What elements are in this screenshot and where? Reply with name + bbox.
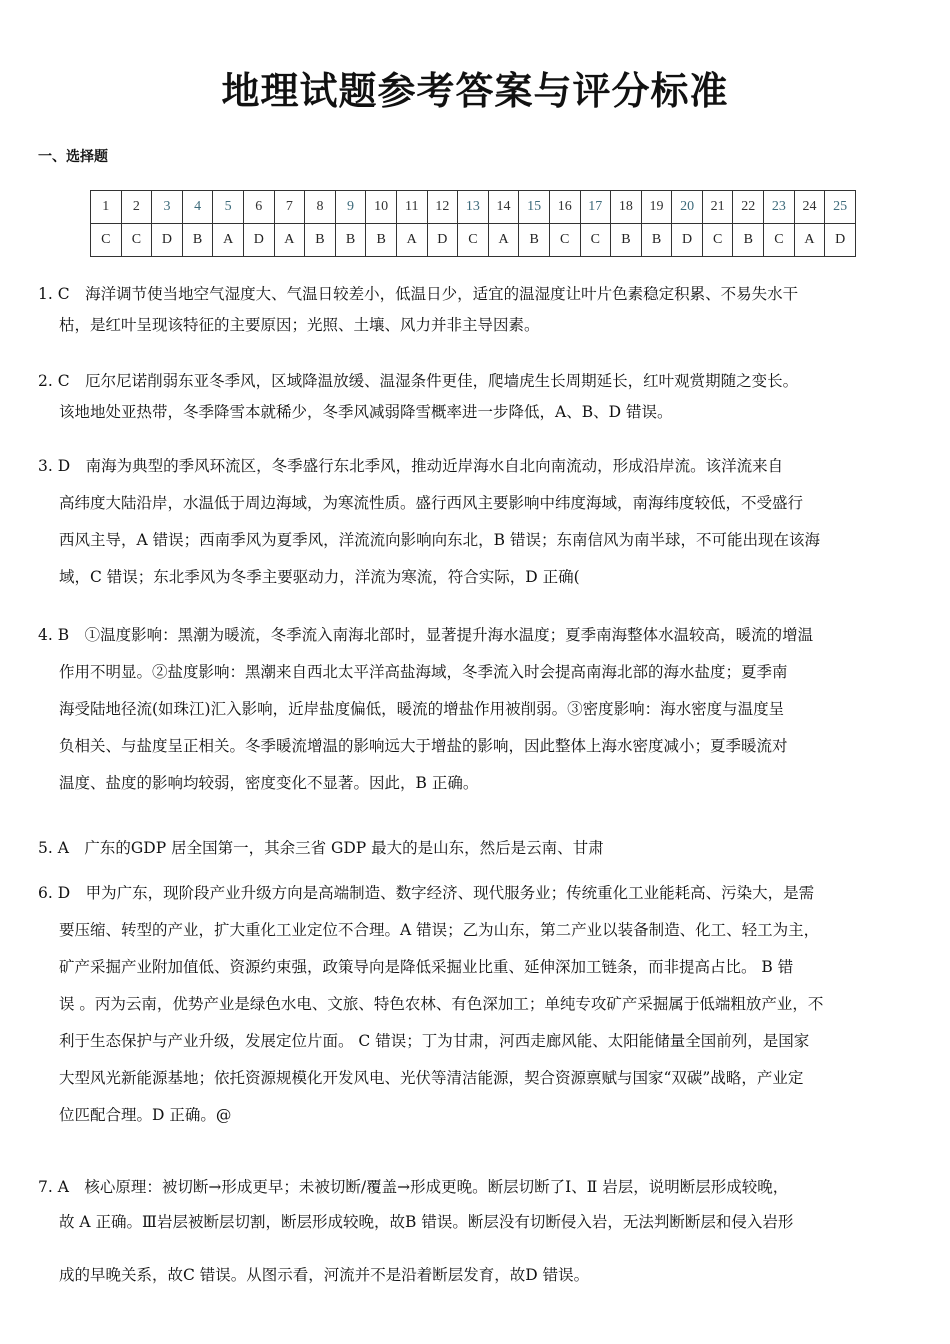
answer-cell: D xyxy=(243,224,274,257)
explanation-line: 海受陆地径流(如珠江)汇入影响，近岸盐度偏低，暖流的增盐作用被削弱。③密度影响：海水密度与温度呈 xyxy=(59,700,785,718)
question-number-cell: 2 xyxy=(121,191,152,224)
explanation-line: 误 。丙为云南，优势产业是绿色水电、文旅、特色农林、有色深加工；单纯专攻矿产采掘属于低端粗放产业，不 xyxy=(59,995,824,1013)
explanation-line: 位匹配合理。D 正确。@ xyxy=(59,1106,232,1124)
question-number-cell: 5 xyxy=(213,191,244,224)
answer-cell: B xyxy=(335,224,366,257)
answer-cell: C xyxy=(702,224,733,257)
question-number-cell: 24 xyxy=(794,191,825,224)
explanation-line: 该地地处亚热带，冬季降雪本就稀少，冬季风减弱降雪概率进一步降低，A、B、D 错误。 xyxy=(59,403,673,421)
answer-cell: B xyxy=(519,224,550,257)
question-number-cell: 18 xyxy=(611,191,642,224)
explanation-line: 7. A 核心原理：被切断→形成更早；未被切断/覆盖→形成更晚。断层切断了Ⅰ、Ⅱ 岩层，说明断层形成较晚， xyxy=(38,1178,789,1196)
answer-cell: C xyxy=(458,224,489,257)
answer-key-table xyxy=(90,190,856,257)
question-number-row xyxy=(91,191,856,224)
answer-cell: A xyxy=(488,224,519,257)
explanation-line: 成的早晚关系，故C 错误。从图示看，河流并不是沿着断层发育，故D 错误。 xyxy=(59,1266,590,1284)
question-number-cell: 1 xyxy=(91,191,122,224)
answer-cell: A xyxy=(213,224,244,257)
answer-cell: A xyxy=(794,224,825,257)
explanation-2 xyxy=(38,366,906,428)
answer-cell: D xyxy=(672,224,703,257)
explanation-line: 域，C 错误；东北季风为冬季主要驱动力，洋流为寒流，符合实际，D 正确( xyxy=(59,568,580,586)
answer-row xyxy=(91,224,856,257)
answer-cell: B xyxy=(611,224,642,257)
answer-cell: B xyxy=(366,224,397,257)
explanation-line: 高纬度大陆沿岸，水温低于周边海域，为寒流性质。盛行西风主要影响中纬度海域，南海纬度较低，不受盛行 xyxy=(59,494,804,512)
answer-cell: B xyxy=(641,224,672,257)
question-number-cell: 10 xyxy=(366,191,397,224)
explanation-line: 6. D 甲为广东，现阶段产业升级方向是高端制造、数字经济、现代服务业；传统重化工业能耗高、污染大，是需 xyxy=(38,884,815,902)
explanation-5 xyxy=(38,830,906,867)
answer-cell: D xyxy=(825,224,856,257)
question-number-cell: 11 xyxy=(396,191,427,224)
explanation-7 xyxy=(38,1170,906,1293)
answer-cell: C xyxy=(549,224,580,257)
question-number-cell: 25 xyxy=(825,191,856,224)
question-number-cell: 12 xyxy=(427,191,458,224)
explanation-line: 矿产采掘产业附加值低、资源约束强，政策导向是降低采掘业比重、延伸深加工链条，而非提高占比。 B 错 xyxy=(59,958,794,976)
answer-cell: A xyxy=(396,224,427,257)
explanation-line: 3. D 南海为典型的季风环流区，冬季盛行东北季风，推动近岸海水自北向南流动，形成沿岸流。该洋流来自 xyxy=(38,457,784,475)
question-number-cell: 23 xyxy=(764,191,795,224)
answer-cell: C xyxy=(91,224,122,257)
answer-cell: B xyxy=(733,224,764,257)
question-number-cell: 3 xyxy=(152,191,183,224)
question-number-cell: 17 xyxy=(580,191,611,224)
question-number-cell: 22 xyxy=(733,191,764,224)
answer-cell: A xyxy=(274,224,305,257)
explanation-6 xyxy=(38,875,906,1134)
explanation-line: 5. A 广东的GDP 居全国第一，其余三省 GDP 最大的是山东，然后是云南、甘肃 xyxy=(38,839,604,857)
explanation-line: 故 A 正确。Ⅲ岩层被断层切割，断层形成较晚，故B 错误。断层没有切断侵入岩，无法判断断层和侵入岩形 xyxy=(59,1213,794,1231)
question-number-cell: 13 xyxy=(458,191,489,224)
answer-cell: D xyxy=(152,224,183,257)
answer-cell: B xyxy=(182,224,213,257)
question-number-cell: 6 xyxy=(243,191,274,224)
explanation-1 xyxy=(38,279,906,341)
answer-cell: B xyxy=(305,224,336,257)
question-number-cell: 8 xyxy=(305,191,336,224)
explanation-line: 大型风光新能源基地；依托资源规模化开发风电、光伏等清洁能源，契合资源禀赋与国家“双碳”战略，产业定 xyxy=(59,1069,804,1087)
question-number-cell: 4 xyxy=(182,191,213,224)
answer-cell: D xyxy=(427,224,458,257)
question-number-cell: 7 xyxy=(274,191,305,224)
answer-cell: C xyxy=(764,224,795,257)
explanation-line: 4. B ①温度影响：黑潮为暖流，冬季流入南海北部时，显著提升海水温度；夏季南海整体水温较高，暖流的增温 xyxy=(38,626,814,644)
answer-cell: C xyxy=(580,224,611,257)
page-title: 地理试题参考答案与评分标准 xyxy=(221,69,729,113)
explanation-line: 要压缩、转型的产业，扩大重化工业定位不合理。A 错误；乙为山东，第二产业以装备制造、化工、轻工为主， xyxy=(59,921,820,939)
question-number-cell: 20 xyxy=(672,191,703,224)
question-number-cell: 9 xyxy=(335,191,366,224)
question-number-cell: 19 xyxy=(641,191,672,224)
explanation-line: 西风主导，A 错误；西南季风为夏季风，洋流流向影响向东北，B 错误；东南信风为南半球，不可能出现在该海 xyxy=(59,531,820,549)
explanation-line: 作用不明显。②盐度影响：黑潮来自西北太平洋高盐海域，冬季流入时会提高南海北部的海水盐度；夏季南 xyxy=(59,663,788,681)
explanation-4 xyxy=(38,617,906,802)
question-number-cell: 15 xyxy=(519,191,550,224)
question-number-cell: 16 xyxy=(549,191,580,224)
explanation-line: 1. C 海洋调节使当地空气湿度大、气温日较差小，低温日少，适宜的温湿度让叶片色素稳定积累、不易失水干 xyxy=(38,285,799,303)
explanation-3 xyxy=(38,448,906,596)
question-number-cell: 14 xyxy=(488,191,519,224)
explanation-line: 枯，是红叶呈现该特征的主要原因；光照、土壤、风力并非主导因素。 xyxy=(59,316,540,334)
explanation-line: 利于生态保护与产业升级，发展定位片面。 C 错误；丁为甘肃，河西走廊风能、太阳能储量全国前列，是国家 xyxy=(59,1032,810,1050)
explanation-line: 温度、盐度的影响均较弱，密度变化不显著。因此，B 正确。 xyxy=(59,774,479,792)
answer-cell: C xyxy=(121,224,152,257)
explanation-line: 2. C 厄尔尼诺削弱东亚冬季风，区域降温放缓、温湿条件更佳，爬墙虎生长周期延长，红叶观赏期随之变长。 xyxy=(38,372,799,390)
explanation-line: 负相关、与盐度呈正相关。冬季暖流增温的影响远大于增盐的影响，因此整体上海水密度减小；夏季暖流对 xyxy=(59,737,788,755)
section-heading: 一、选择题 xyxy=(38,149,108,165)
question-number-cell: 21 xyxy=(702,191,733,224)
